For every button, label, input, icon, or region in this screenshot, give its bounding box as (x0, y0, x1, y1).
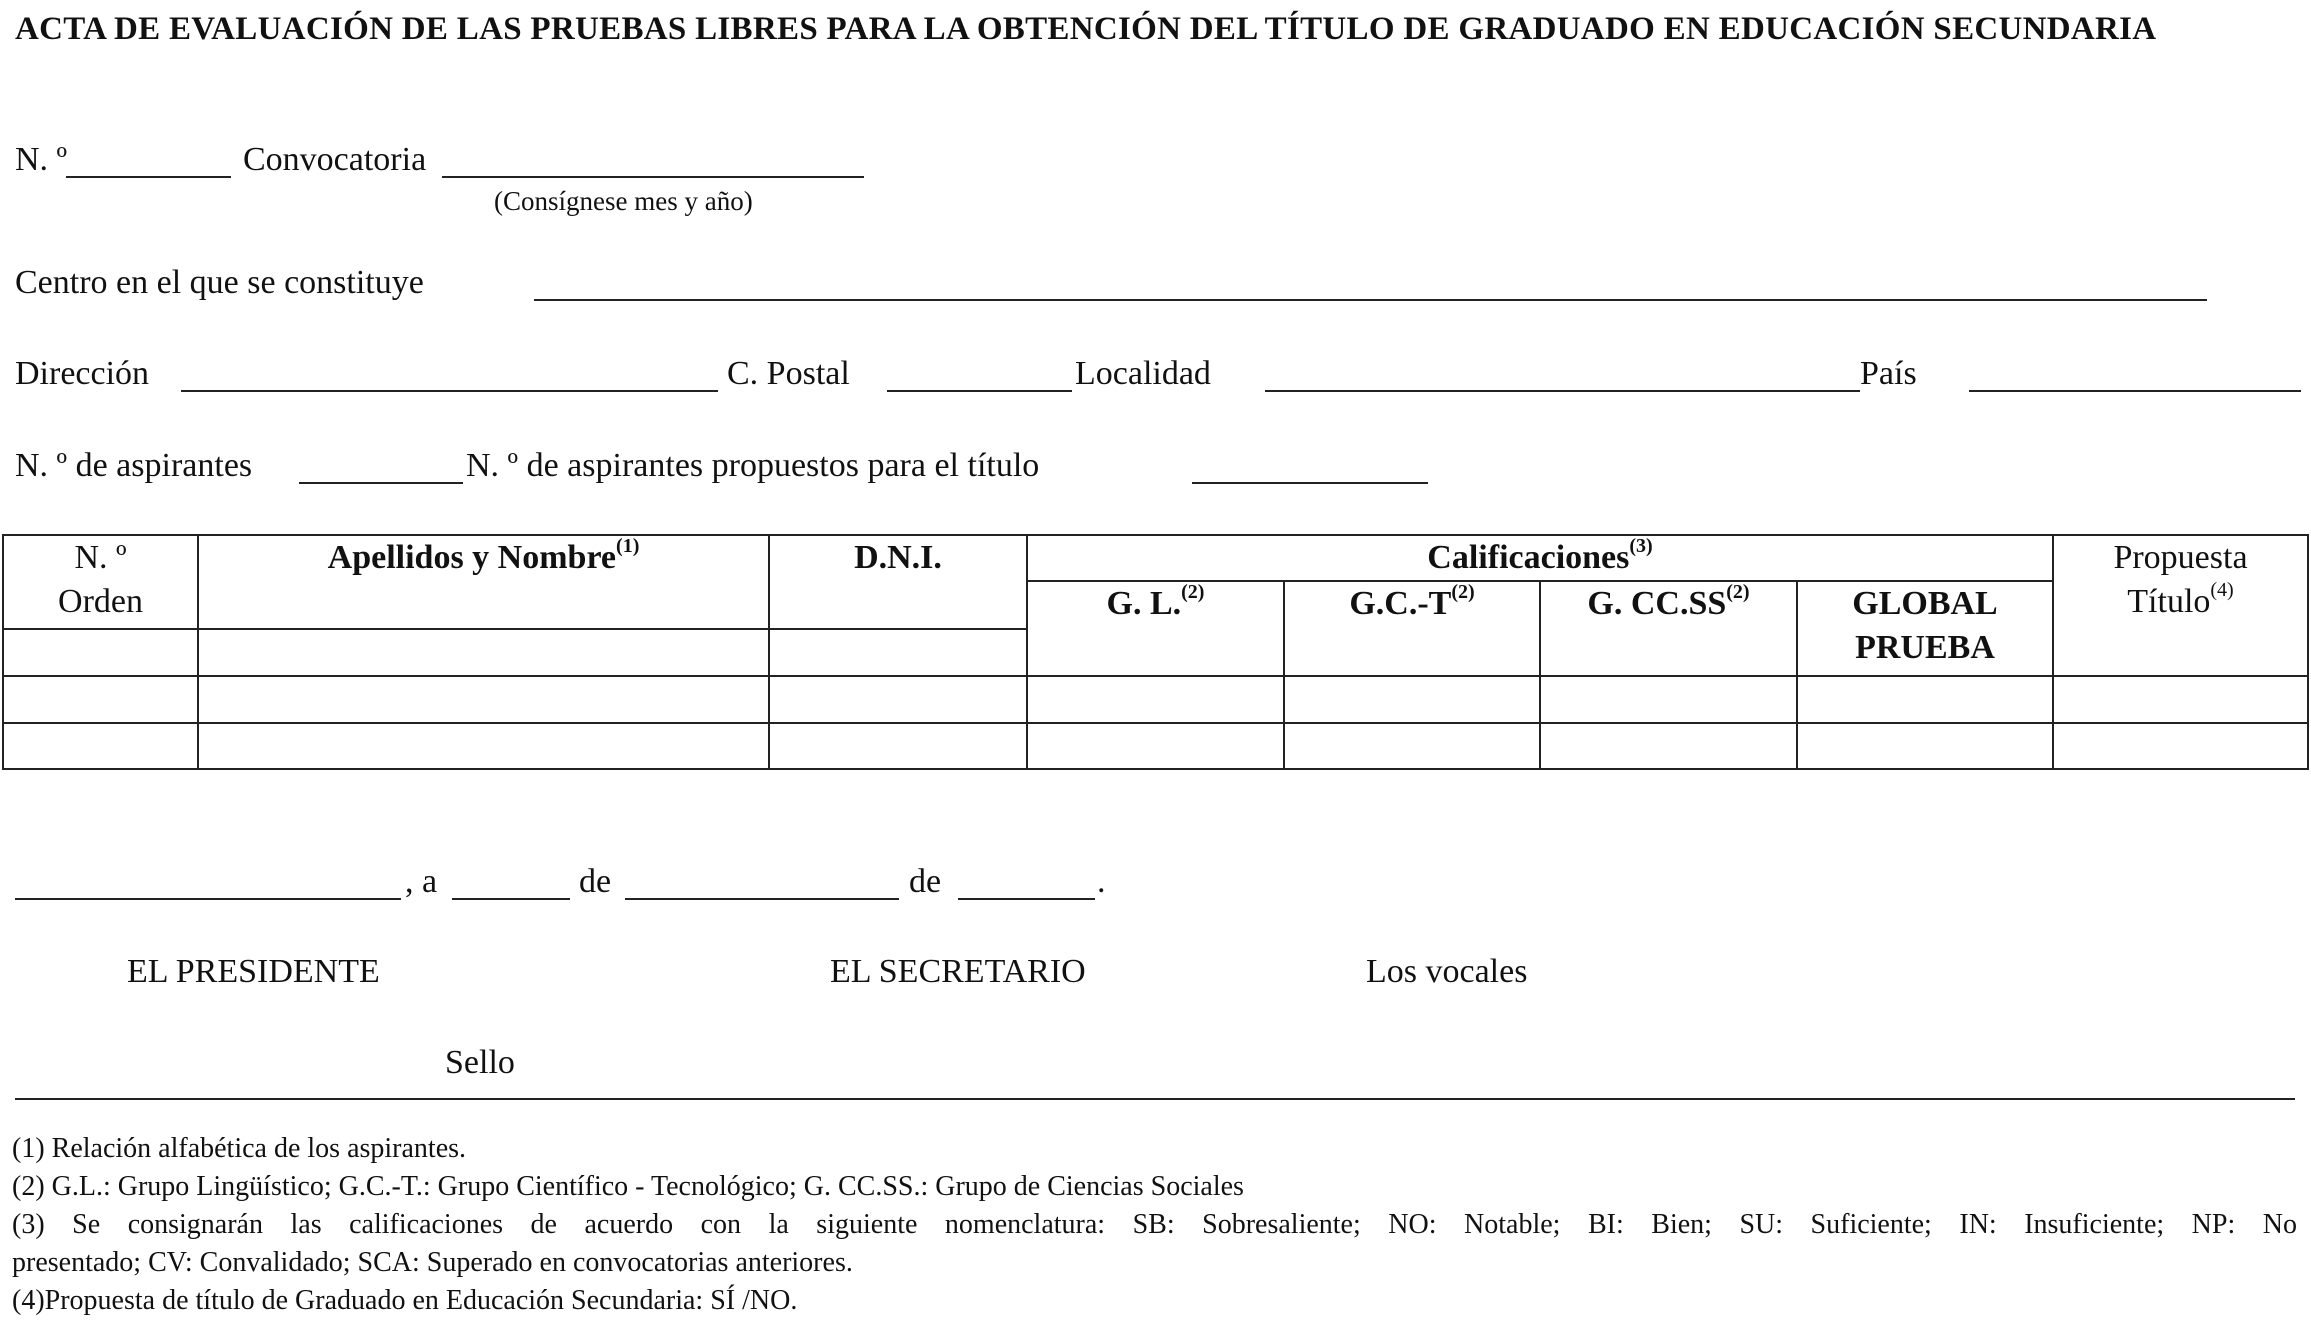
aspirantes-label: N. º de aspirantes (15, 447, 253, 484)
cell[interactable] (769, 723, 1027, 769)
cell[interactable] (1027, 723, 1284, 769)
vocales-label: Los vocales (1366, 953, 1528, 990)
convocatoria-label: Convocatoria (243, 141, 427, 178)
header-calificaciones: Calificaciones$^{(3)}$ (1027, 535, 2053, 581)
cell[interactable] (2053, 723, 2308, 769)
date-de-1: de (579, 863, 612, 900)
header-nombre: Apellidos y Nombre$^{(1)}$ (198, 535, 769, 629)
cell[interactable] (1797, 676, 2053, 723)
sello-label: Sello (445, 1044, 515, 1081)
cell[interactable] (1797, 723, 2053, 769)
table-row (3, 723, 2308, 769)
cell[interactable] (198, 676, 769, 723)
table-row (3, 676, 2308, 723)
divider (15, 1098, 2295, 1100)
cell[interactable] (3, 676, 198, 723)
numero-field[interactable] (66, 140, 231, 178)
cell[interactable] (198, 723, 769, 769)
pais-field[interactable] (1969, 354, 2301, 392)
header-orden: N. º Orden (3, 535, 198, 629)
numero-label: N. º (15, 141, 68, 178)
localidad-field[interactable] (1265, 354, 1860, 392)
secretario-label: EL SECRETARIO (830, 953, 1086, 990)
aspirantes-propuestos-label: N. º de aspirantes propuestos para el título (466, 447, 1040, 484)
localidad-label: Localidad (1075, 355, 1211, 392)
cpostal-label: C. Postal (727, 355, 850, 392)
header-gl: G. L.$^{(2)}$ (1027, 581, 1284, 676)
cell[interactable] (1284, 723, 1540, 769)
cell[interactable] (769, 676, 1027, 723)
header-propuesta: Propuesta Título$^{(4)}$ (2053, 535, 2308, 676)
centro-field[interactable] (534, 263, 2207, 301)
cell[interactable] (1284, 676, 1540, 723)
year-field[interactable] (958, 862, 1095, 900)
footnote-4: (4)Propuesta de título de Graduado en Educación Secundaria: SÍ /NO. (12, 1285, 798, 1316)
cell[interactable] (3, 629, 198, 676)
aspirantes-propuestos-field[interactable] (1192, 446, 1428, 484)
footnote-1: (1) Relación alfabética de los aspirantes. (12, 1133, 467, 1164)
date-end: . (1097, 863, 1106, 900)
header-global: GLOBAL PRUEBA (1797, 581, 2053, 676)
evaluation-table (2, 534, 2309, 770)
date-a: , a (405, 863, 438, 900)
header-gccss: G. CC.SS$^{(2)}$ (1540, 581, 1797, 676)
cell[interactable] (769, 629, 1027, 676)
cell[interactable] (1540, 723, 1797, 769)
direccion-label: Dirección (15, 355, 150, 392)
header-gct: $G.C.-T^{(2)}$ (1284, 581, 1540, 676)
cell[interactable] (3, 723, 198, 769)
cell[interactable] (2053, 676, 2308, 723)
footnote-3-cont: presentado; CV: Convalidado; SCA: Superado en convocatorias anteriores. (12, 1247, 853, 1278)
footnote-3: (3) Se consignarán las calificaciones de acuerdo con la siguiente nomenclatura: SB: Sobresaliente; NO: Notable; BI: Bien; SU: Suficiente; IN: Insuficiente; NP: No (12, 1209, 2297, 1240)
date-de-2: de (909, 863, 942, 900)
convocatoria-field[interactable] (442, 140, 864, 178)
aspirantes-field[interactable] (299, 446, 463, 484)
pais-label: País (1860, 355, 1917, 392)
header-dni: D.N.I. (769, 535, 1027, 629)
centro-label: Centro en el que se constituye (15, 264, 424, 301)
direccion-field[interactable] (181, 354, 718, 392)
cell[interactable] (1540, 676, 1797, 723)
cell[interactable] (198, 629, 769, 676)
month-field[interactable] (625, 862, 899, 900)
cell[interactable] (1027, 676, 1284, 723)
day-field[interactable] (452, 862, 570, 900)
presidente-label: EL PRESIDENTE (127, 953, 380, 990)
convocatoria-hint: (Consígnese mes y año) (494, 186, 753, 216)
place-field[interactable] (15, 862, 401, 900)
document-title: ACTA DE EVALUACIÓN DE LAS PRUEBAS LIBRES PARA LA OBTENCIÓN DEL TÍTULO DE GRADUADO EN EDUCACIÓN SECUNDARIA (15, 11, 2157, 47)
footnote-2: (2) G.L.: Grupo Lingüístico; G.C.-T.: Grupo Científico - Tecnológico; G. CC.SS.: Grupo de Ciencias Sociales (12, 1171, 1244, 1202)
cpostal-field[interactable] (887, 354, 1072, 392)
